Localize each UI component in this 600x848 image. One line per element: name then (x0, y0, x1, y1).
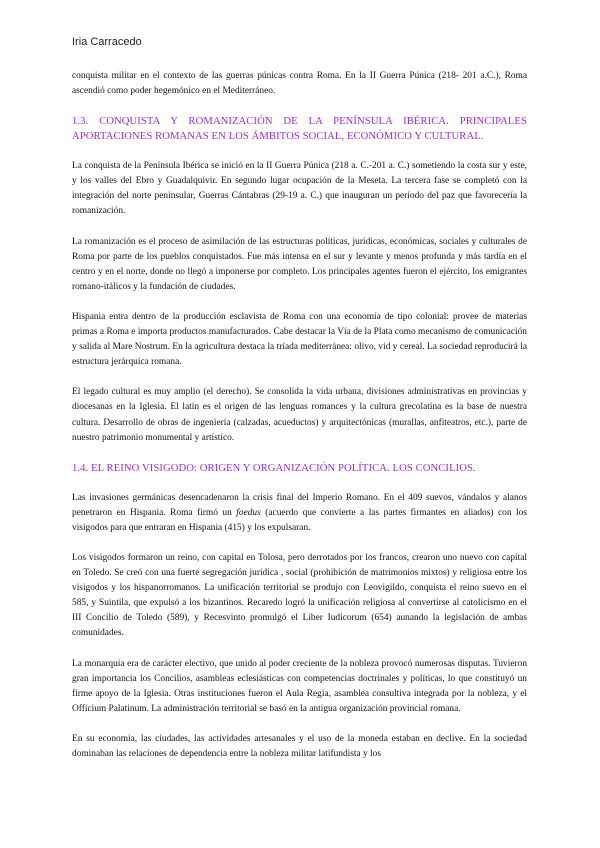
paragraph-text: Las invasiones germánicas desencadenaron la crisis final del Imperio Romano. En el 409 suevos, vándalos y alanos penetraron en Hispania. Roma firmó un (72, 492, 527, 518)
intro-paragraph: conquista militar en el contexto de las guerras púnicas contra Roma. En la II Guerra Púnica (218- 201 a.C.), Roma ascendió como poder hegemónico en el Mediterráneo. (72, 71, 527, 97)
author-header: Iria Carracedo (72, 36, 142, 48)
section-1-3-paragraph-4: El legado cultural es muy amplio (el derecho). Se consolida la vida urbana, divisiones administrativas en provincias y diocesanas en la Iglesia. El latín es el origen de las lenguas romances y la cultura grecolatina es la base de nuestra cultura. Desarrollo de obras de ingeniería (calzadas, acueductos) y arquitectónicas (murallas, anfiteatros, etc.), parte de nuestro patrimonio monumental y artístico. (72, 387, 527, 443)
section-1-4-paragraph-4: En su economía, las ciudades, las actividades artesanales y el uso de la moneda estaban en declive. En la sociedad dominaban las relaciones de dependencia entre la nobleza militar latifundista y los (72, 733, 527, 759)
section-1-3-paragraph-2: La romanización es el proceso de asimilación de las estructuras políticas, jurídicas, económicas, sociales y culturales de Roma por parte de los pueblos conquistados. Fue más intensa en el sur y levante y menos profunda y más tardía en el centro y en el norte, donde no llegó a imponerse por completo. Los principales agentes fueron el ejército, los emigrantes romano-itálicos y la fundación de ciudades. (72, 236, 527, 292)
section-1-4-paragraph-3: La monarquía era de carácter electivo, que unido al poder creciente de la nobleza provocó numerosas disputas. Tuvieron gran importancia los Concilios, asambleas eclesiásticas con competencias doctrinales y políticas, lo que constituyó un firme apoyo de la Iglesia. Otras instituciones fueron el Aula Regia, asamblea consultiva integrada por la nobleza, y el Officium Palatinum. La administración territorial se basó en la antigua organización provincial romana. (72, 658, 527, 714)
section-heading-1-4: 1.4. EL REINO VISIGODO: ORIGEN Y ORGANIZACIÓN POLÍTICA. LOS CONCILIOS. (72, 462, 476, 474)
section-heading-1-3: 1.3. CONQUISTA Y ROMANIZACIÓN DE LA PENÍNSULA IBÉRICA. PRINCIPALES APORTACIONES ROMANAS EN LOS ÁMBITOS SOCIAL, ECONÓMICO Y CULTURAL. (72, 116, 527, 143)
foedus-term: foedus (236, 507, 261, 518)
paragraph-text: (acuerdo que convierte a las partes firmantes en aliados) con los visigodos para que entraran en Hispania (415) y los expulsaran. (72, 507, 527, 533)
section-1-4-paragraph-1 (72, 491, 527, 536)
section-1-3-paragraph-3: Hispania entra dentro de la producción esclavista de Roma con una economía de tipo colonial: provee de materias primas a Roma e importa productos manufacturados. Cabe destacar la Vía de la Plata como mecanismo de comunicación y salida al Mare Nostrum. En la agricultura destaca la tríada mediterránea: olivo, vid y cereal. La sociedad reproducirá la estructura jerárquica romana. (72, 311, 527, 368)
section-1-3-paragraph-1: La conquista de la Península Ibérica se inició en la II Guerra Púnica (218 a. C.-201 a. C.) sometiendo la costa sur y este, y los valles del Ebro y Guadalquivir. En segundo lugar ocupación de la Meseta. La tercera fase se completó con la integración del norte peninsular, Guerras Cántabras (29-19 a. C.) que inauguran un período del paz que favorecería la romanización. (72, 161, 527, 217)
document-body (72, 69, 527, 777)
section-1-4-paragraph-2: Los visigodos formaron un reino, con capital en Tolosa, pero derrotados por los francos, crearon uno nuevo con capital en Toledo. Se creó con una fuerte segregación jurídica , social (prohibición de matrimonios mixtos) y religiosa entre los visigodos y los hispanorromanos. La unificación territorial se produjo con Leovigildo, conquista el reino suevo en el 585, y Suintila, que expulsó a los bizantinos. Recaredo logró la unificación religiosa al convertirse al catolicismo en el III Concilio de Toledo (589), y Recesvinto promulgó el Liber Iudicorum (654) aunando la legislación de ambas comunidades. (72, 552, 527, 639)
